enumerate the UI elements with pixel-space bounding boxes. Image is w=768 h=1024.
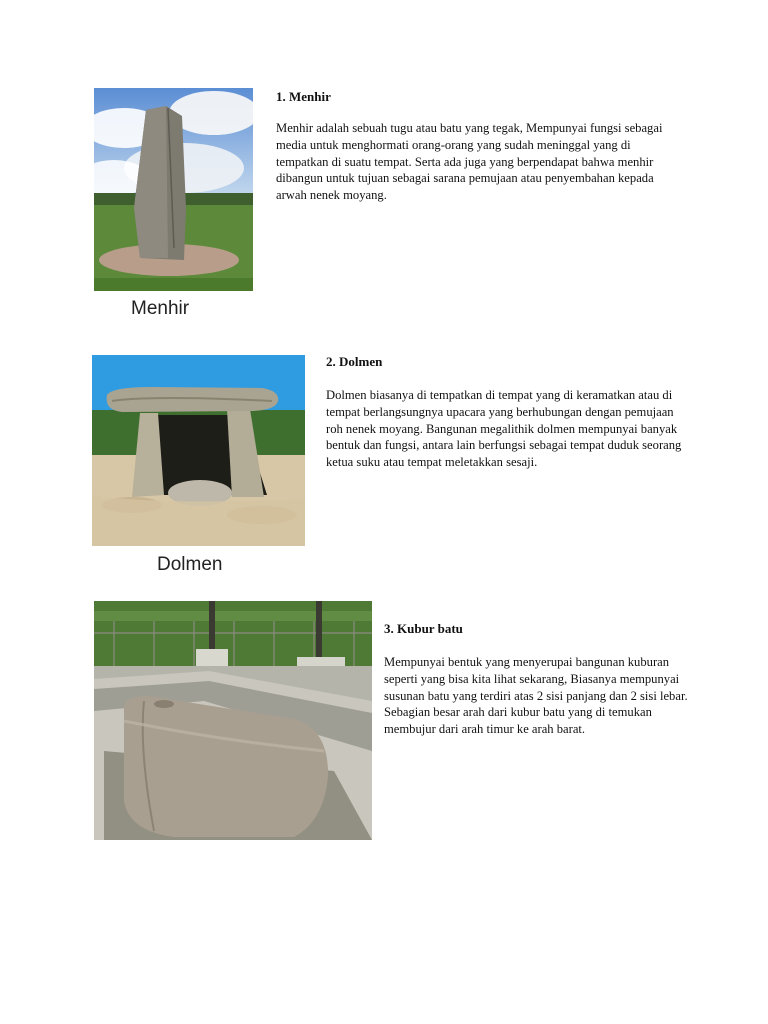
dolmen-caption: Dolmen <box>157 554 223 575</box>
dolmen-description: Dolmen biasanya di tempatkan di tempat yang di keramatkan atau di tempat berlangsungnya upacara yang berhubungan dengan pemujaan roh nenek moyang. Bangunan megalithik dolmen mempunyai banyak bentuk dan fungsi, antara lain berfungsi sebagai tempat duduk seorang ketua suku atau tempat meletakkan sesaji. <box>326 388 682 470</box>
menhir-caption: Menhir <box>131 298 190 319</box>
kubur-batu-description: Mempunyai bentuk yang menyerupai bangunan kuburan seperti yang bisa kita lihat sekarang, Biasanya mempunyai susunan batu yang terdiri atas 2 sisi panjang dan 2 sisi lebar. Sebagian besar arah dari kubur batu yang di temukan membujur dari arah timur ke arah barat. <box>384 655 688 737</box>
menhir-photo <box>94 88 253 291</box>
kubur-batu-photo <box>94 601 372 840</box>
dolmen-photo <box>92 355 305 546</box>
menhir-heading: 1. Menhir <box>276 89 331 104</box>
menhir-description: Menhir adalah sebuah tugu atau batu yang tegak, Mempunyai fungsi sebagai media untuk menghormati orang-orang yang sudah meninggal yang di tempatkan di suatu tempat. Serta ada juga yang berpendapat bahwa menhir dibangun untuk tujuan sebagai sarana pemujaan atau penyembahan kepada arwah nenek moyang. <box>276 121 663 203</box>
dolmen-heading: 2. Dolmen <box>326 354 383 369</box>
kubur-batu-heading: 3. Kubur batu <box>384 621 463 636</box>
